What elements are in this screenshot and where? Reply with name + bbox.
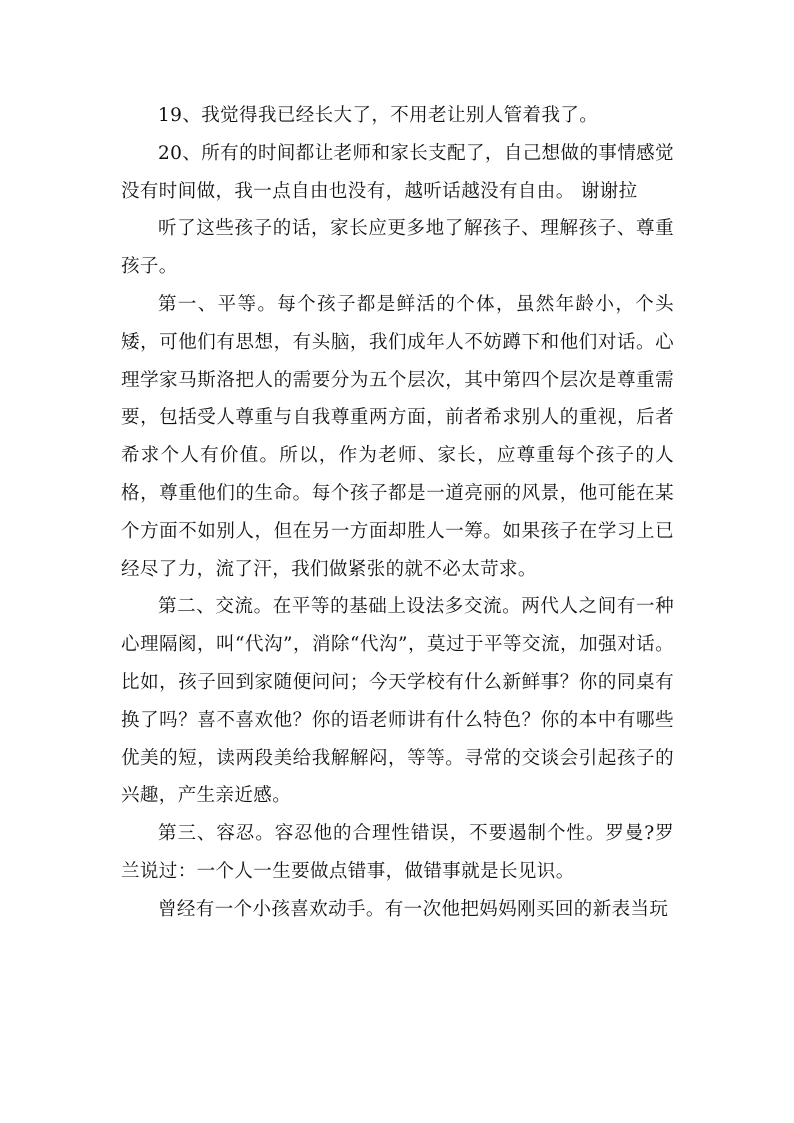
paragraph-parents-advice: 听了这些孩子的话，家长应更多地了解孩子、理解孩子、尊重孩子。 [121,218,674,278]
paragraph-item-19: 19、我觉得我已经长大了，不用老让别人管着我了。 [158,105,599,126]
paragraph-equality: 第一、平等。每个孩子都是鲜活的个体，虽然年龄小，个头矮，可他们有思想，有头脑，我们成年人不妨蹲下和他们对话。心理学家马斯洛把人的需要分为五个层次，其中第四个层次是尊重需要，包括受人尊重与自我尊重两方面，前者希求别人的重视，后者希求个人有价值。所以，作为老师、家长，应尊重每个孩子的人格，尊重他们的生命。每个孩子都是一道亮丽的风景，他可能在某个方面不如别人，但在另一方面却胜人一筹。如果孩子在学习上已经尽了力，流了汗，我们做紧张的就不必太苛求。 [121,293,674,580]
paragraph-item-20: 20、所有的时间都让老师和家长支配了，自己想做的事情感觉没有时间做，我一点自由也没有，越听话越没有自由。 谢谢拉 [121,142,674,202]
paragraph-communication: 第二、交流。在平等的基础上设法多交流。两代人之间有一种心理隔阂，叫“代沟”，消除“代沟”，莫过于平等交流，加强对话。比如，孩子回到家随便问问；今天学校有什么新鲜事？你的同桌有换了吗？喜不喜欢他？你的语老师讲有什么特色？你的本中有哪些优美的短，读两段美给我解解闷，等等。寻常的交谈会引起孩子的兴趣，产生亲近感。 [121,596,674,807]
paragraph-story: 曾经有一个小孩喜欢动手。有一次他把妈妈刚买回的新表当玩 [158,898,669,920]
document-page [121,97,674,929]
paragraph-tolerance: 第三、容忍。容忍他的合理性错误，不要遏制个性。罗曼?罗兰说过：一个人一生要做点错事，做错事就是长见识。 [121,823,674,882]
